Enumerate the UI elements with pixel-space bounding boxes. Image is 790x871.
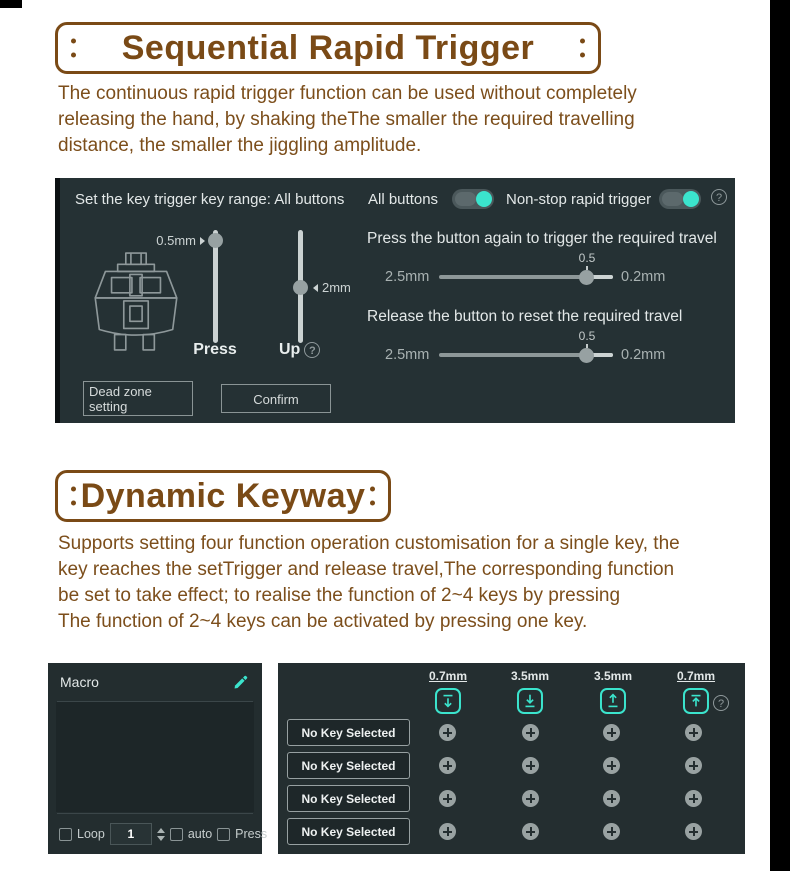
keyway-column-2: [511, 669, 549, 714]
keyway-column-3: [594, 669, 632, 714]
add-key-button[interactable]: [522, 823, 539, 840]
up-travel-value: 2mm: [313, 280, 351, 295]
press-travel-heading: Press the button again to trigger the required travel: [367, 230, 717, 247]
dead-zone-setting-button[interactable]: Dead zone setting: [83, 381, 193, 416]
decorative-colon-icon: [370, 487, 375, 506]
page-title: Sequential Rapid Trigger: [121, 28, 535, 67]
nonstop-rapid-trigger-label: Non-stop rapid trigger: [506, 191, 652, 208]
help-icon[interactable]: [304, 342, 320, 358]
loop-count-input[interactable]: 1: [110, 823, 152, 845]
add-key-button[interactable]: [685, 757, 702, 774]
macro-panel-footer: [59, 818, 268, 850]
add-key-button[interactable]: [685, 823, 702, 840]
press-travel-vslider-knob[interactable]: [208, 233, 223, 248]
arrow-down-from-bar-icon: [435, 688, 461, 714]
dynamic-keyway-panel: [278, 663, 745, 854]
macro-panel: [48, 663, 268, 854]
all-buttons-label: All buttons: [368, 191, 439, 208]
key-select-button[interactable]: No Key Selected: [287, 785, 410, 812]
auto-label: auto: [187, 827, 213, 841]
add-key-button[interactable]: [439, 757, 456, 774]
stepper-up-icon[interactable]: [157, 828, 165, 833]
description-line: Supports setting four function operation customisation for a single key, the: [58, 533, 680, 554]
crop-artifact-right-bar: [770, 0, 790, 871]
release-travel-heading: Release the button to reset the required travel: [367, 308, 683, 325]
keyway-column-4: [677, 669, 715, 714]
add-key-button[interactable]: [685, 790, 702, 807]
section-title-rapid-trigger: [55, 22, 601, 74]
press-travel-value: 0.5mm: [143, 233, 205, 248]
add-key-button[interactable]: [685, 724, 702, 741]
description-line: distance, the smaller the jiggling amplitude.: [58, 135, 422, 156]
press-travel-slider-value: 0.5: [572, 251, 602, 270]
pencil-icon[interactable]: [232, 673, 250, 691]
travel-label: 0.7mm: [428, 669, 468, 683]
help-icon[interactable]: [713, 695, 729, 711]
add-key-button[interactable]: [522, 790, 539, 807]
press-checkbox[interactable]: [217, 828, 230, 841]
add-key-button[interactable]: [522, 724, 539, 741]
travel-label: 3.5mm: [593, 669, 633, 683]
add-key-button[interactable]: [603, 823, 620, 840]
release-travel-hslider-knob[interactable]: [579, 348, 594, 363]
release-travel-min-label: 2.5mm: [385, 347, 430, 363]
description-line: key reaches the setTrigger and release travel,The corresponding function: [58, 559, 675, 580]
rapid-trigger-settings-panel: [55, 178, 735, 423]
description-line: The continuous rapid trigger function can be used without completely: [58, 83, 637, 104]
key-range-label: Set the key trigger key range: All buttons: [75, 191, 345, 208]
keyway-column-1: [429, 669, 467, 714]
section-title: Dynamic Keyway: [80, 476, 366, 515]
add-key-button[interactable]: [603, 757, 620, 774]
pointer-left-icon: [313, 284, 318, 292]
decorative-colon-icon: [71, 39, 76, 58]
travel-label: 3.5mm: [510, 669, 550, 683]
add-key-button[interactable]: [603, 724, 620, 741]
decorative-colon-icon: [580, 39, 585, 58]
toggle-knob: [683, 191, 699, 207]
macro-panel-header: [60, 663, 250, 701]
crop-artifact-top-left: [0, 0, 22, 8]
macro-title: Macro: [60, 674, 99, 690]
mechanical-switch-illustration: [83, 250, 189, 356]
confirm-button[interactable]: Confirm: [221, 384, 331, 413]
dynamic-keyway-description: [58, 531, 758, 635]
arrow-up-from-bar-icon: [600, 688, 626, 714]
help-icon[interactable]: [711, 189, 727, 205]
description-line: releasing the hand, by shaking theThe smaller the required travelling: [58, 109, 635, 130]
key-select-button[interactable]: No Key Selected: [287, 818, 410, 845]
release-travel-max-label: 0.2mm: [621, 347, 666, 363]
press-travel-max-label: 0.2mm: [621, 269, 666, 285]
press-slider-label: Press: [193, 341, 237, 358]
release-travel-hslider-track[interactable]: [439, 353, 613, 357]
add-key-button[interactable]: [439, 823, 456, 840]
up-travel-vslider-knob[interactable]: [293, 280, 308, 295]
macro-sequence-area[interactable]: [56, 702, 254, 812]
loop-label: Loop: [77, 827, 105, 841]
section-title-dynamic-keyway: [55, 470, 391, 522]
press-travel-hslider-track[interactable]: [439, 275, 613, 279]
nonstop-rapid-trigger-toggle[interactable]: [659, 189, 701, 209]
press-label: Press: [235, 827, 268, 841]
add-key-button[interactable]: [603, 790, 620, 807]
release-travel-slider-value: 0.5: [572, 329, 602, 348]
all-buttons-toggle[interactable]: [452, 189, 494, 209]
toggle-knob: [476, 191, 492, 207]
description-line: be set to take effect; to realise the function of 2~4 keys by pressing: [58, 585, 621, 606]
key-select-button[interactable]: No Key Selected: [287, 752, 410, 779]
decorative-colon-icon: [71, 487, 76, 506]
key-select-button[interactable]: No Key Selected: [287, 719, 410, 746]
arrow-up-to-bar-icon: [683, 688, 709, 714]
stepper-down-icon[interactable]: [157, 836, 165, 841]
up-slider-label: Up ?: [279, 341, 320, 359]
press-travel-hslider-knob[interactable]: [579, 270, 594, 285]
auto-checkbox[interactable]: [170, 828, 183, 841]
add-key-button[interactable]: [439, 724, 456, 741]
pointer-right-icon: [200, 237, 205, 245]
divider: [57, 813, 253, 814]
add-key-button[interactable]: [522, 757, 539, 774]
description-line: The function of 2~4 keys can be activated by pressing one key.: [58, 611, 588, 632]
add-key-button[interactable]: [439, 790, 456, 807]
travel-label: 0.7mm: [676, 669, 716, 683]
arrow-down-to-bar-icon: [517, 688, 543, 714]
loop-checkbox[interactable]: [59, 828, 72, 841]
rapid-trigger-description: [58, 81, 748, 159]
press-travel-min-label: 2.5mm: [385, 269, 430, 285]
loop-count-stepper[interactable]: [157, 828, 165, 841]
